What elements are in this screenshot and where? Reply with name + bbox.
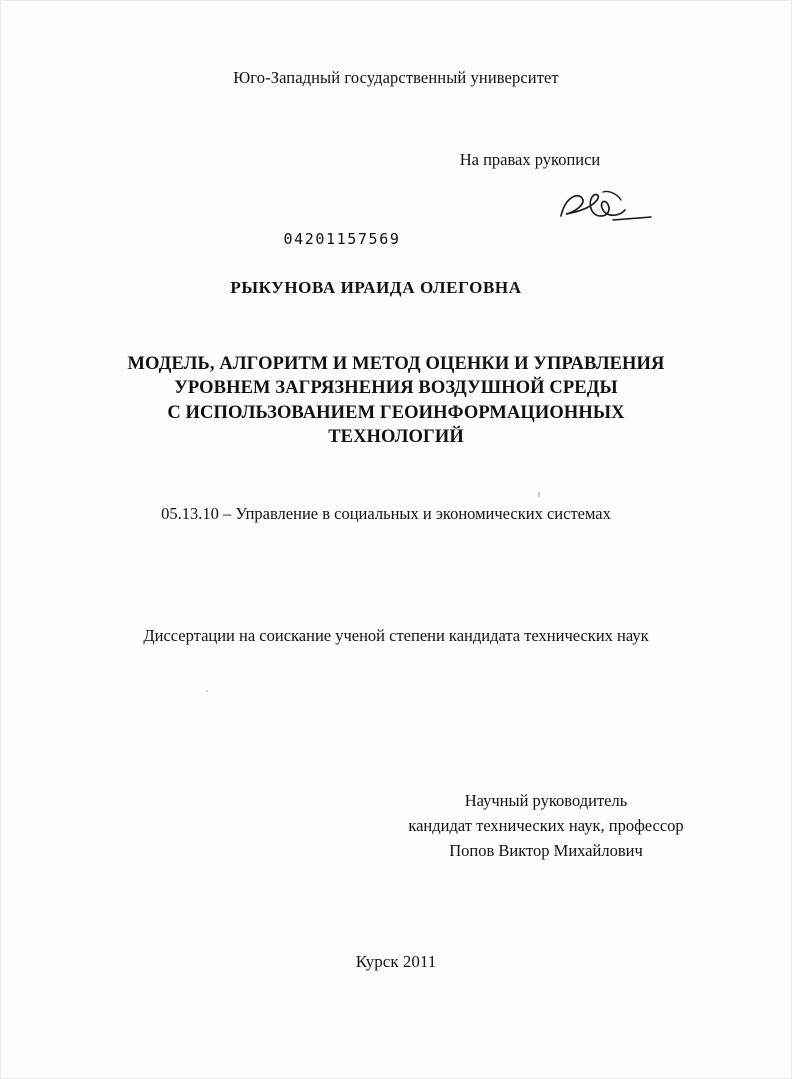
advisor-rank: кандидат технических наук, профессор [408, 815, 684, 835]
author-name: РЫКУНОВА ИРАИДА ОЛЕГОВНА [230, 278, 522, 297]
title-line: ТЕХНОЛОГИЙ [328, 427, 464, 448]
title-line: МОДЕЛЬ, АЛГОРИТМ И МЕТОД ОЦЕНКИ И УПРАВЛЕНИЯ [127, 354, 665, 374]
handwritten-signature-icon [551, 186, 661, 232]
advisor-name: Попов Виктор Михайлович [449, 840, 643, 860]
advisor-label: Научный руководитель [464, 791, 628, 810]
document-number: 04201157569 [283, 230, 401, 248]
manuscript-rights-note: На правах рукописи [459, 150, 601, 169]
university-name: Юго-Западный государственный университет [233, 68, 559, 87]
place-and-year: Курск 2011 [355, 952, 437, 971]
scientific-advisor-block [0, 789, 792, 863]
page-title [0, 352, 792, 450]
scan-speck [538, 492, 540, 497]
specialty-code-and-name: 05.13.10 – Управление в социальных и экономических системах [161, 504, 611, 523]
degree-statement: Диссертации на соискание ученой степени кандидата технических наук [143, 626, 649, 645]
scan-speck [206, 690, 208, 692]
title-line: С ИСПОЛЬЗОВАНИЕМ ГЕОИНФОРМАЦИОННЫХ [167, 402, 625, 423]
title-line: УРОВНЕМ ЗАГРЯЗНЕНИЯ ВОЗДУШНОЙ СРЕДЫ [174, 378, 618, 399]
